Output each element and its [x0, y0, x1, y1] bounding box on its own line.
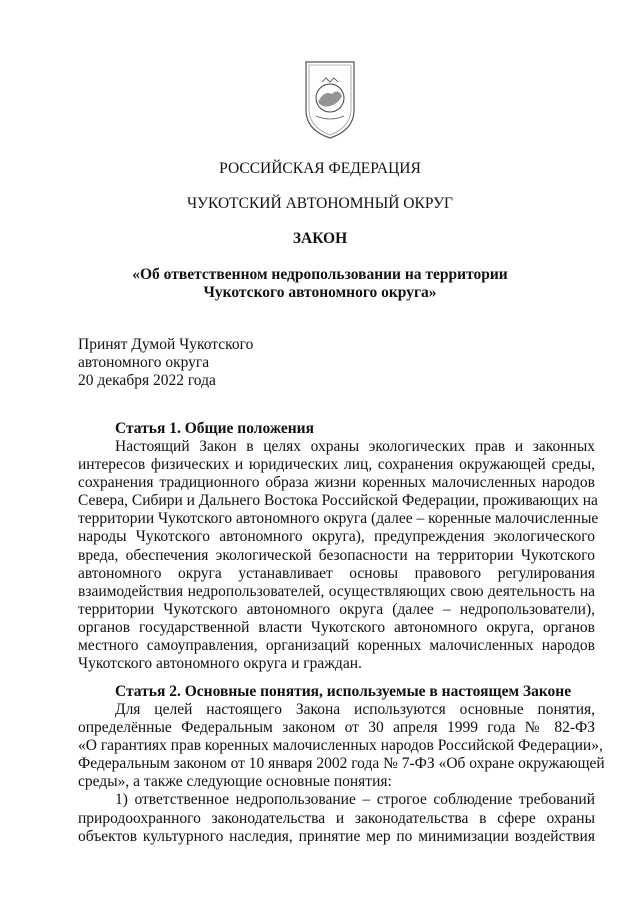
adoption-date: 20 декабря 2022 года: [78, 372, 216, 389]
paragraph-line: Чукотского автономного округа и граждан.: [78, 655, 362, 673]
paragraph-line: Севера, Сибири и Дальнего Востока Российской Федерации, проживающих на: [78, 492, 598, 510]
paragraph-line: Для целей настоящего Закона используются основные понятия,: [115, 701, 595, 718]
paragraph-line: интересов физических и юридических лиц, сохранения окружающей среды,: [78, 456, 595, 474]
adoption-line: автономного округа: [78, 354, 210, 371]
region-heading: ЧУКОТСКИЙ АВТОНОМНЫЙ ОКРУГ: [186, 195, 454, 212]
article-2-title: Статья 2. Основные понятия, используемые в настоящем Законе: [115, 683, 572, 700]
paragraph-line: Федеральным законом от 10 января 2002 года № 7-ФЗ «Об охране окружающей: [78, 755, 605, 773]
country-heading: РОССИЙСКАЯ ФЕДЕРАЦИЯ: [219, 160, 421, 177]
article-1-body: [78, 438, 599, 673]
paragraph-line: автономного округа устанавливает основы правового регулирования: [78, 564, 595, 582]
paragraph-line: вреда, обеспечения экологической безопасности на территории Чукотского: [78, 546, 595, 564]
paragraph-line: сохранения традиционного образа жизни коренных малочисленных народов: [78, 474, 595, 492]
paragraph-line: определённые Федеральным законом от 30 апреля 1999 года № 82-ФЗ: [78, 719, 595, 737]
paragraph-line: территории Чукотского автономного округа (далее – коренные малочисленные: [78, 510, 599, 528]
paragraph-line: органов государственной власти Чукотского автономного округа, органов: [78, 618, 595, 636]
paragraph-line: народы Чукотского автономного округа), предупреждения экологического: [78, 528, 595, 546]
list-item-line: 1) ответственное недропользование – строгое соблюдение требований: [115, 791, 595, 809]
adoption-block: [78, 336, 253, 390]
law-title-line-2: Чукотского автономного округа»: [203, 284, 437, 301]
paragraph-line: «О гарантиях прав коренных малочисленных народов Российской Федерации»,: [78, 737, 603, 755]
document-type: ЗАКОН: [292, 230, 348, 247]
paragraph-line: Настоящий Закон в целях охраны экологических прав и законных: [115, 438, 595, 455]
article-1-title: Статья 1. Общие положения: [115, 420, 314, 437]
coat-of-arms-icon: [304, 60, 356, 140]
list-item-line: природоохранного законодательства и законодательства в сфере охраны: [78, 809, 595, 827]
paragraph-line: территории Чукотского автономного округа (далее – недропользователи),: [78, 600, 595, 618]
law-title-line-1: «Об ответственном недропользовании на территории: [132, 266, 508, 283]
paragraph-line: местного самоуправления, организаций коренных малочисленных народов: [78, 637, 595, 655]
article-2-body: [78, 701, 605, 846]
paragraph-line: среды», а также следующие основные понятия:: [78, 773, 392, 791]
paragraph-line: взаимодействия недропользователей, осуществляющих свою деятельность на: [78, 582, 595, 600]
adoption-line: Принят Думой Чукотского: [78, 336, 254, 353]
list-item-line: объектов культурного наследия, принятие мер по минимизации воздействия: [78, 827, 595, 845]
